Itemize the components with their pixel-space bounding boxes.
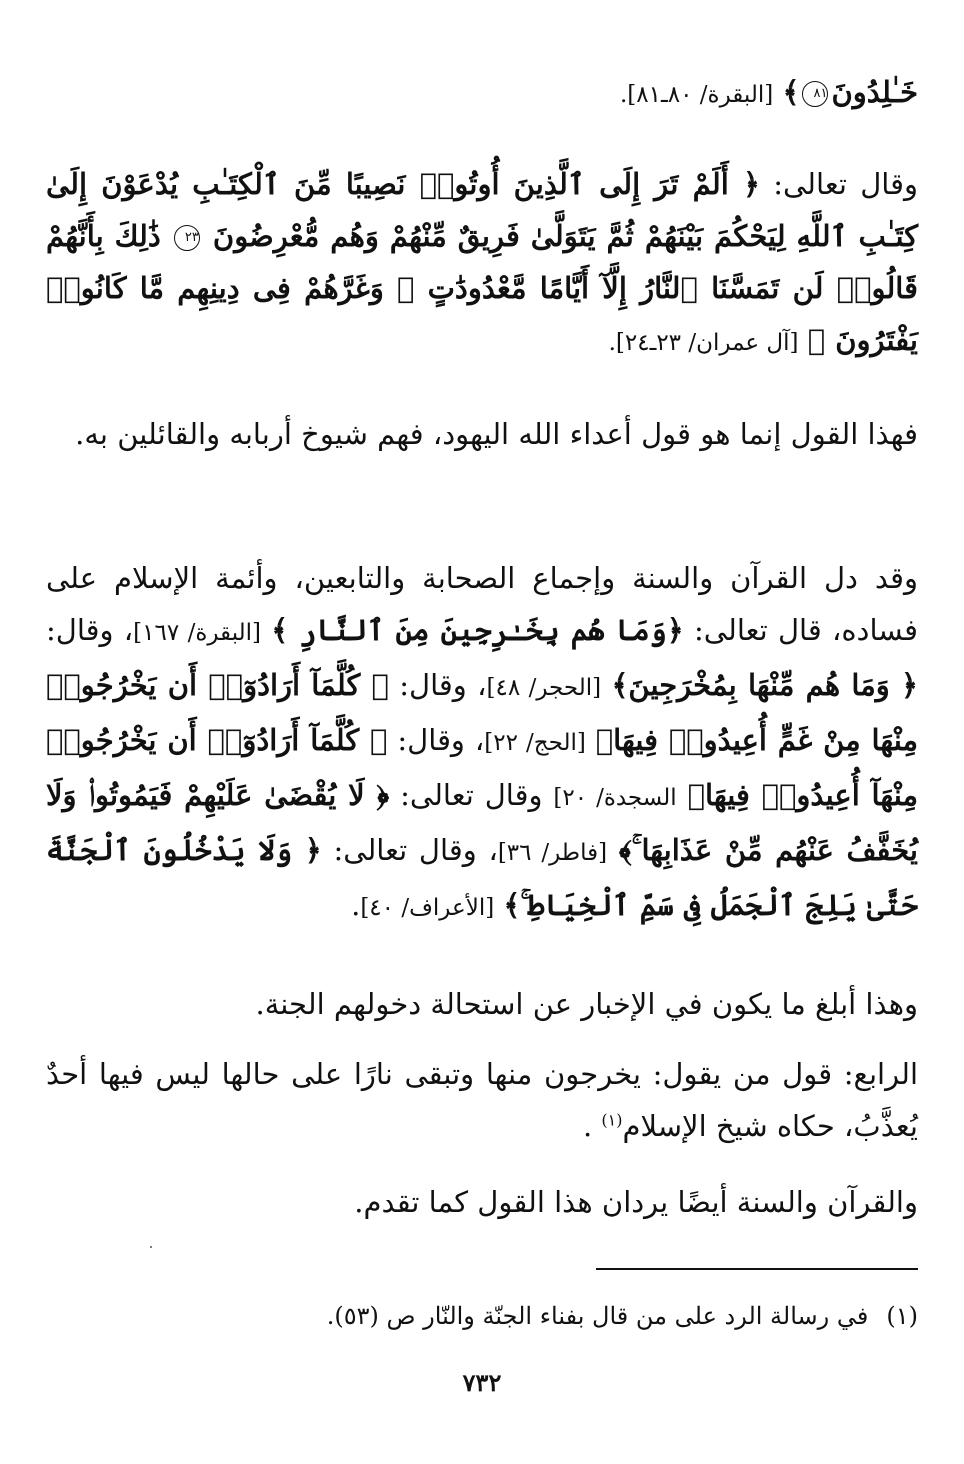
quran-text: ﴿ وَلَا يَدْخُلُونَ ٱلْجَنَّةَ حَتَّىٰ يَلِجَ ٱلْجَمَلُ فِى سَمِّ ٱلْخِيَاطِ ۚ﴾ — [46, 833, 918, 922]
verse-reference: [فاطر/ ٣٦] — [497, 840, 608, 866]
quran-text: ﴿ أَلَمْ تَرَ إِلَى ٱلَّذِينَ أُوتُوا۟ نَصِيبًا مِّنَ ٱلْكِتَـٰبِ يُدْعَوْنَ إِلَىٰ كِتَـٰبِ ٱللَّهِ لِيَحْكُمَ بَيْنَهُمْ ثُمَّ يَتَوَلَّىٰ فَرِيقٌ مِّنْهُمْ وَهُم مُّعْرِضُونَ — [46, 167, 919, 253]
paragraph-jews-statement — [46, 408, 918, 460]
verse-reference: السجدة/ ٢٠] — [553, 785, 677, 811]
paragraph-text: ، وقال: — [387, 723, 485, 757]
footnote — [46, 1296, 918, 1336]
verse-reference: [آل عمران/ ٢٣ـ٢٤]. — [608, 330, 799, 356]
paragraph-refutation — [46, 1176, 918, 1228]
paragraph-text: . — [351, 888, 361, 922]
quran-text-continued: ذَٰلِكَ بِأَنَّهُمْ قَالُوا۟ لَن تَمَسَّنَا ٱلنَّارُ إِلَّآ أَيَّامًا مَّعْدُودَٰتٍ ۖ وَغَرَّهُمْ فِى دِينِهِم مَّا كَانُوا۟ يَفْتَرُونَ ﴾ — [46, 219, 918, 357]
paragraph-text: ، وقال تعالى: — [321, 833, 498, 867]
verse-reference: [الحج/ ٢٢] — [484, 730, 586, 756]
paragraph-verse-end — [46, 66, 918, 121]
paragraph-text: والقرآن والسنة أيضًا يردان هذا القول كما تقدم. — [354, 1185, 918, 1219]
footnote-text: في رسالة الرد على من قال بفناء الجنّة والنّار ص (٥٣). — [326, 1302, 869, 1330]
quran-text: ﴿ وَمَا هُم مِّنْهَا بِمُخْرَجِينَ﴾ — [611, 668, 918, 702]
verse-reference: [البقرة/ ١٦٧] — [133, 620, 262, 646]
aya-number-icon: ٨١ — [802, 81, 828, 107]
paragraph-text: الرابع: قول من يقول: يخرجون منها وتبقى نارًا على حالها ليس فيها أحدٌ يُعذَّبُ، حكاه شيخ الإسلام — [46, 1057, 918, 1143]
footnote-divider — [596, 1268, 918, 1270]
verse-reference: [الحجر/ ٤٨] — [486, 675, 602, 701]
page-number: ٧٣٢ — [462, 1368, 502, 1397]
quran-close-bracket: ﴾ — [782, 75, 800, 109]
paragraph-text: ، وقال: — [388, 668, 487, 702]
paragraph-text: وقال تعالى: — [389, 778, 554, 812]
verse-reference: [الأعراف/ ٤٠] — [360, 895, 495, 921]
paragraph-intro: وقال تعالى: — [759, 167, 918, 201]
paragraph-text: وقد دل القرآن والسنة وإجماع الصحابة والتابعين، وأئمة الإسلام على فساده، قال تعالى: — [46, 561, 919, 647]
paragraph-al-imran-quote — [46, 158, 918, 369]
verse-reference: [البقرة/ ٨٠ـ٨١]. — [620, 82, 774, 108]
quran-text: ﴿ لَا يُقْضَىٰ عَلَيْهِمْ فَيَمُوتُوا۟ وَلَا يُخَفَّفُ عَنْهُم مِّنْ عَذَابِهَا ۚ﴾ — [46, 778, 918, 867]
footnote-marker[interactable]: (١) — [601, 1110, 623, 1130]
paragraph-text: فهذا القول إنما هو قول أعداء الله اليهود، فهم شيوخ أربابه والقائلين به. — [75, 417, 918, 451]
paragraph-conclusion — [46, 978, 918, 1030]
print-speck — [150, 1246, 152, 1248]
aya-number-icon: ٢٣ — [174, 225, 200, 251]
paragraph-text: وهذا أبلغ ما يكون في الإخبار عن استحالة دخولهم الجنة. — [255, 987, 918, 1021]
quran-text: ﴿ كُلَّمَآ أَرَادُوٓا۟ أَن يَخْرُجُوا۟ مِنْهَآ أُعِيدُوا۟ فِيهَا﴾ — [46, 723, 919, 812]
quran-text: خَـٰلِدُونَ — [831, 75, 918, 109]
footnote-number: (١) — [886, 1302, 918, 1330]
paragraph-evidence — [46, 552, 918, 934]
quran-text: ﴿وَمَا هُم بِخَـٰرِجِينَ مِنَ ٱلنَّارِ ﴾ — [271, 613, 684, 647]
paragraph-text: ، وقال: — [46, 613, 134, 647]
paragraph-fourth-opinion — [46, 1048, 918, 1152]
quran-text: ﴿ كُلَّمَآ أَرَادُوٓا۟ أَن يَخْرُجُوا۟ مِنْهَا مِنْ غَمٍّ أُعِيدُوا۟ فِيهَا﴾ — [46, 668, 919, 757]
paragraph-end: . — [582, 1109, 593, 1143]
